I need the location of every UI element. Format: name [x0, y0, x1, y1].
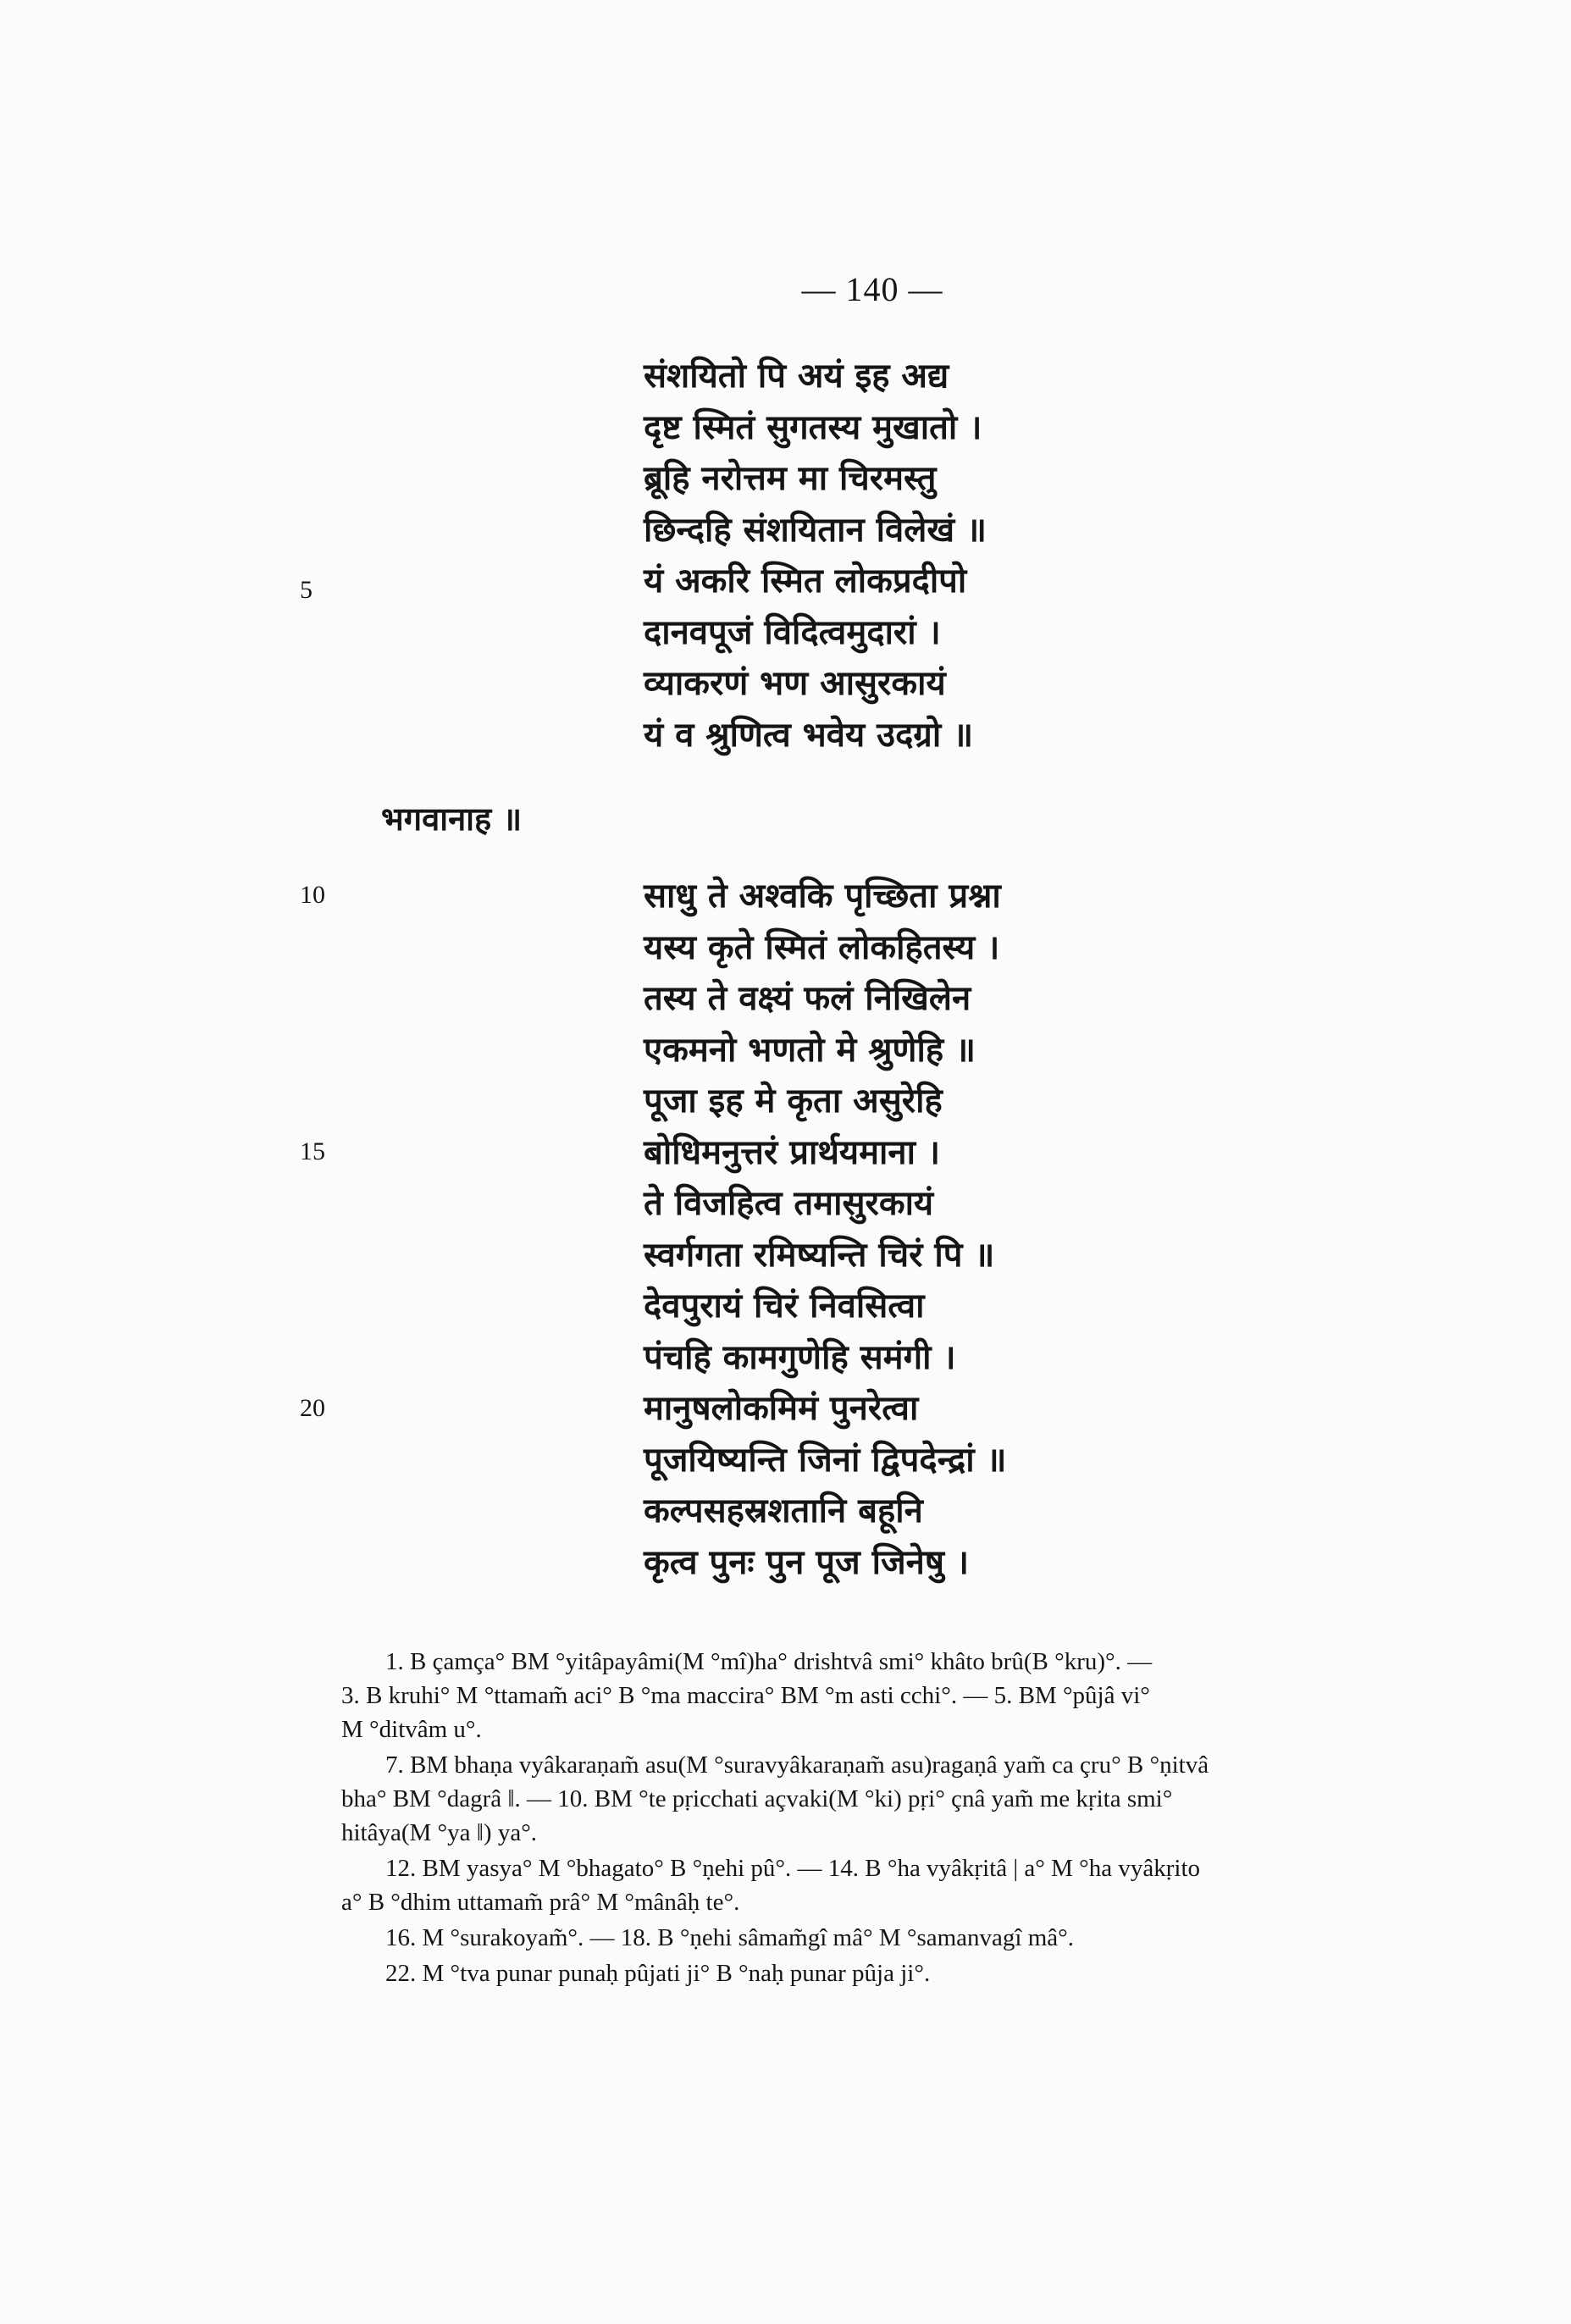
- footnote: [341, 1645, 1442, 1746]
- verse-line: ते विजहित्व तमासुरकायं: [644, 1184, 934, 1223]
- line-number-10: 10: [300, 881, 325, 909]
- footnotes: [341, 1645, 1442, 1992]
- verse-line: यस्य कृते स्मितं लोकहितस्य ।: [644, 927, 1000, 967]
- footnote-line: hitâya(M °ya ‖) ya°.: [341, 1819, 538, 1846]
- verse-line: यं व श्रुणित्व भवेय उदग्रो ॥: [644, 715, 974, 755]
- verse-line: छिन्दहि संशयितान विलेखं ॥: [644, 510, 987, 550]
- footnote: [341, 1748, 1442, 1850]
- verse-line: बोधिमनुत्तरं प्रार्थयमाना ।: [644, 1132, 941, 1172]
- footnote-line: M °ditvâm u°.: [341, 1716, 482, 1743]
- verse-block-1: [644, 351, 1236, 761]
- verse-line: स्वर्गगता रमिष्यन्ति चिरं पि ॥: [644, 1235, 995, 1275]
- verse-line: देवपुरायं चिरं निवसित्वा: [644, 1286, 925, 1325]
- verse-line: दृष्ट स्मितं सुगतस्य मुखातो ।: [644, 407, 982, 447]
- footnote-line: bha° BM °dagrâ ‖. — 10. BM °te pṛicchati açvaki(M °ki) pṛi° çnâ yam̃ me kṛita smi°: [341, 1785, 1173, 1812]
- verse-line: व्याकरणं भण आसुरकायं: [644, 664, 946, 703]
- verse-line: दानवपूजं विदित्वमुदारां ।: [644, 612, 941, 652]
- footnote-line: 3. B kruhi° M °ttamam̃ aci° B °ma maccira° BM °m asti cchi°. — 5. BM °pûjâ vi°: [341, 1682, 1150, 1709]
- footnote-line: 16. M °surakoyam̃°. — 18. B °ṇehi sâmam̃gî mâ° M °samanvagî mâ°.: [385, 1924, 1074, 1951]
- line-number-20: 20: [300, 1394, 325, 1422]
- footnote: [341, 1956, 1442, 1990]
- line-number-5: 5: [300, 576, 313, 604]
- verse-line: एकमनो भणतो मे श्रुणेहि ॥: [644, 1030, 976, 1070]
- footnote-line: a° B °dhim uttamam̃ prâ° M °mânâḥ te°.: [341, 1889, 740, 1916]
- footnote: [341, 1921, 1442, 1955]
- page-number: — 140 —: [801, 270, 943, 308]
- verse-block-2: [644, 871, 1236, 1588]
- speaker-label: भगवानाह ॥: [381, 800, 523, 838]
- verse-line: पंचहि कामगुणेहि समंगी ।: [644, 1337, 956, 1377]
- footnote-line: 12. BM yasya° M °bhagato° B °ṇehi pû°. — 14. B °ha vyâkṛitâ | a° M °ha vyâkṛito: [385, 1855, 1200, 1882]
- verse-line: कल्पसहस्रशतानि बहूनि: [644, 1491, 923, 1530]
- line-number-15: 15: [300, 1137, 325, 1165]
- verse-line: पूजयिष्यन्ति जिनां द्विपदेन्द्रां ॥: [644, 1440, 1007, 1480]
- footnote-line: 22. M °tva punar punaḥ pûjati ji° B °naḥ punar pûja ji°.: [385, 1960, 931, 1987]
- footnote-line: 7. BM bhaṇa vyâkaraṇam̃ asu(M °suravyâkaraṇam̃ asu)ragaṇâ yam̃ ca çru° B °ṇitvâ: [385, 1751, 1209, 1779]
- verse-line: ब्रूहि नरोत्तम मा चिरमस्तु: [644, 459, 937, 498]
- verse-line: साधु ते अश्वकि पृच्छिता प्रश्ना: [644, 877, 1001, 916]
- verse-line: संशयितो पि अयं इह अद्य: [644, 357, 949, 396]
- footnote-line: 1. B çamça° BM °yitâpayâmi(M °mî)ha° drishtvâ smi° khâto brû(B °kru)°. —: [385, 1648, 1153, 1675]
- footnote: [341, 1851, 1442, 1919]
- verse-line: पूजा इह मे कृता असुरेहि: [644, 1082, 943, 1120]
- verse-line: यं अकरि स्मित लोकप्रदीपो: [644, 562, 967, 600]
- verse-line: कृत्व पुनः पुन पूज जिनेषु ।: [644, 1542, 970, 1582]
- verse-line: तस्य ते वक्ष्यं फलं निखिलेन: [644, 979, 971, 1018]
- verse-line: मानुषलोकमिमं पुनरेत्वा: [644, 1389, 919, 1428]
